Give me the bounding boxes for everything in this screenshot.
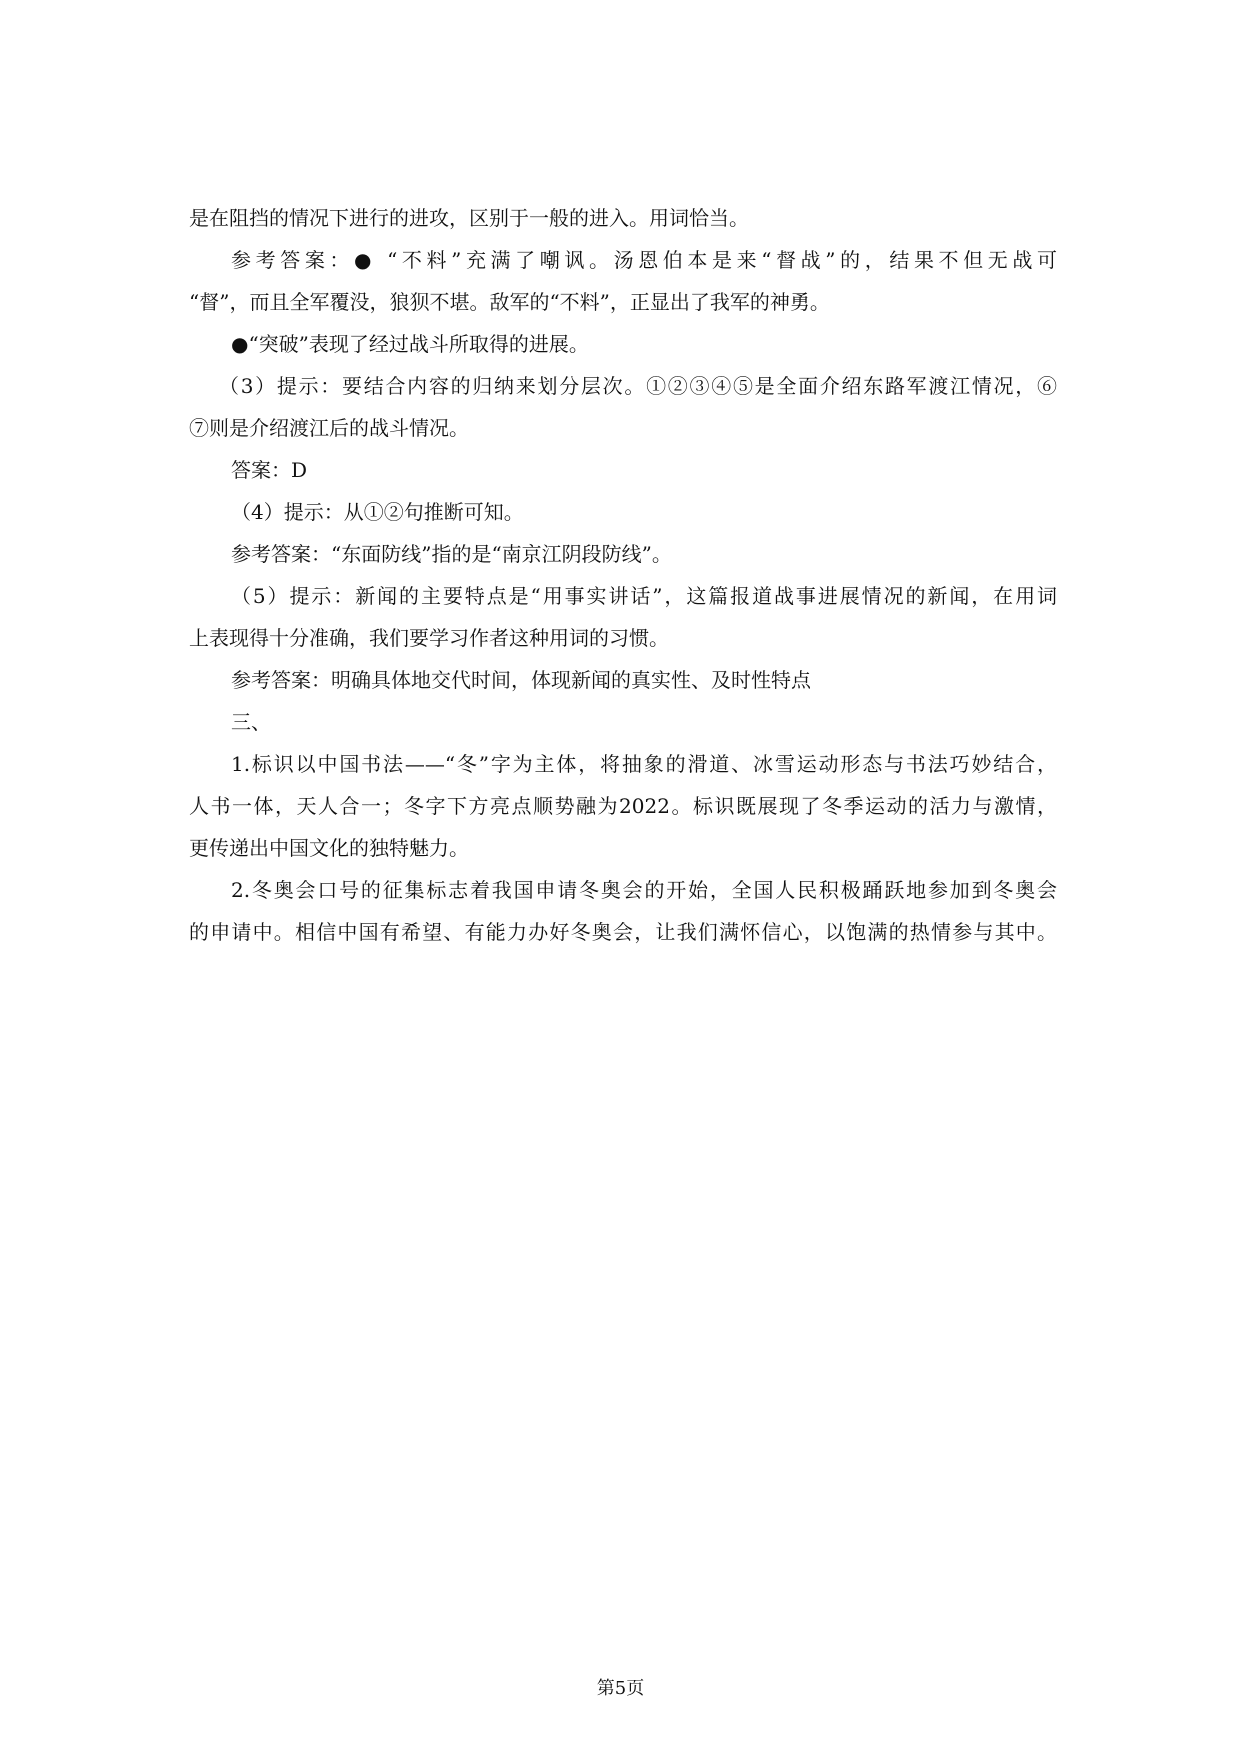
paragraph-line: （5）提示：新闻的主要特点是“用事实讲话”，这篇报道战事进展情况的新闻，在用词 <box>231 584 1057 608</box>
paragraph-line: （3）提示：要结合内容的归纳来划分层次。①②③④⑤是全面介绍东路军渡江情况，⑥ <box>219 374 1057 398</box>
paragraph-line: 1.标识以中国书法——“冬”字为主体，将抽象的滑道、冰雪运动形态与书法巧妙结合， <box>231 752 1057 776</box>
paragraph-line: “督”，而且全军覆没，狼狈不堪。敌军的“不料”，正显出了我军的神勇。 <box>189 290 830 314</box>
paragraph-line: 2.冬奥会口号的征集标志着我国申请冬奥会的开始，全国人民积极踊跃地参加到冬奥会 <box>231 878 1057 902</box>
paragraph-line: ⑦则是介绍渡江后的战斗情况。 <box>189 416 469 440</box>
paragraph-line: 人书一体，天人合一；冬字下方亮点顺势融为2022。标识既展现了冬季运动的活力与激情， <box>189 794 1057 818</box>
paragraph-line: 是在阻挡的情况下进行的进攻，区别于一般的进入。用词恰当。 <box>189 206 749 230</box>
paragraph-line: 的申请中。相信中国有希望、有能力办好冬奥会，让我们满怀信心，以饱满的热情参与其中。 <box>189 920 1057 944</box>
paragraph-line: 参考答案：“东面防线”指的是“南京江阴段防线”。 <box>231 542 672 566</box>
paragraph-line: 参考答案：● “不料”充满了嘲讽。汤恩伯本是来“督战”的，结果不但无战可 <box>231 248 1057 272</box>
document-body <box>189 197 1057 953</box>
paragraph-line: 答案：D <box>231 458 308 482</box>
section-heading: 三、 <box>231 710 271 734</box>
paragraph-line: 参考答案：明确具体地交代时间，体现新闻的真实性、及时性特点 <box>231 668 811 692</box>
page-number: 第5页 <box>596 1678 645 1699</box>
paragraph-line: （4）提示：从①②句推断可知。 <box>231 500 524 524</box>
paragraph-line: 上表现得十分准确，我们要学习作者这种用词的习惯。 <box>189 626 669 650</box>
paragraph-line: ●“突破”表现了经过战斗所取得的进展。 <box>231 332 589 356</box>
paragraph-line: 更传递出中国文化的独特魅力。 <box>189 836 469 860</box>
